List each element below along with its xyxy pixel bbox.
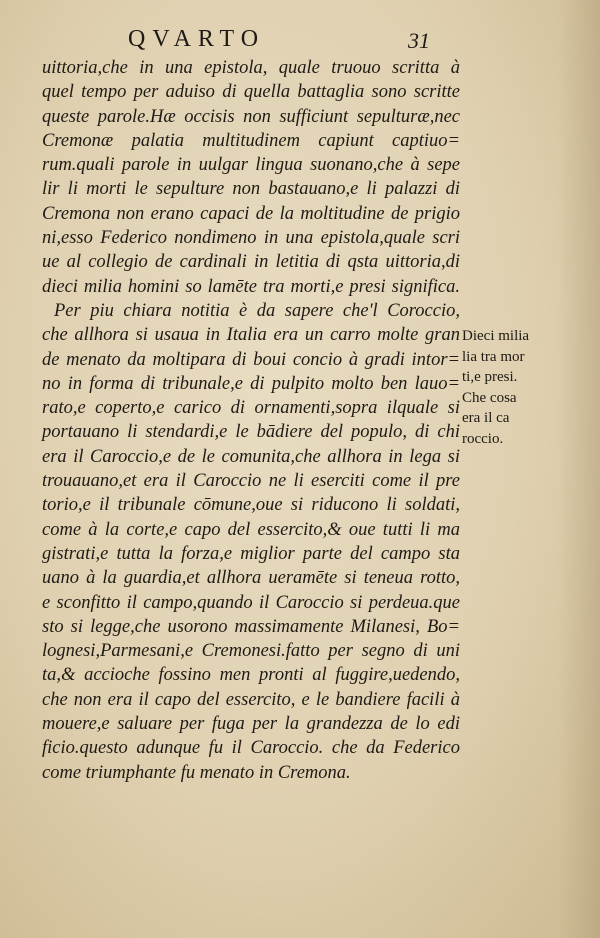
main-text-block bbox=[42, 56, 460, 785]
marginal-note-line: ti,e presi. bbox=[462, 369, 518, 385]
text-line: no in forma di tribunale,e di pulpito molto ben lauo= bbox=[42, 373, 460, 394]
text-line: trouauano,et era il Caroccio ne li eserciti come il pre bbox=[42, 471, 460, 492]
text-line: mouere,e saluare per fuga per la grandezza de lo edi bbox=[42, 714, 460, 735]
marginal-note bbox=[462, 326, 566, 449]
text-line-final: come triumphante fu menato in Cremona. bbox=[42, 762, 351, 783]
text-line: e sconfitto il campo,quando il Caroccio si perdeua.que bbox=[42, 592, 460, 613]
running-head: QVARTO bbox=[128, 26, 266, 52]
page-header bbox=[0, 26, 600, 56]
text-line: portauano li stendardi,e le bādiere del populo, di chi bbox=[42, 422, 460, 443]
text-line: ta,& accioche fossino men pronti al fuggire,uedendo, bbox=[42, 665, 460, 686]
marginal-note-line: era il ca bbox=[462, 410, 510, 426]
text-line: rum.quali parole in uulgar lingua suonano,che à sepe bbox=[42, 155, 460, 176]
marginal-note-line: Che cosa bbox=[462, 389, 517, 406]
text-line: che non era il capo del essercito, e le bandiere facili à bbox=[42, 689, 460, 710]
text-line: queste parole.Hæ occisis non sufficiunt sepulturæ,nec bbox=[42, 106, 460, 127]
text-line: quel tempo per aduiso di quella battaglia sono scritte bbox=[42, 82, 460, 103]
text-line: che allhora si usaua in Italia era un carro molte gran bbox=[42, 325, 460, 346]
paragraph-start-line: Per piu chiara notitia è da sapere che'l Coroccio, bbox=[54, 300, 460, 321]
text-line: sto si legge,che usorono massimamente Milanesi, Bo= bbox=[42, 616, 460, 637]
marginal-note-line: Dieci milia bbox=[462, 328, 530, 344]
text-line: Cremona non erano capaci de la moltitudine de prigio bbox=[42, 203, 460, 224]
text-line: uano à la guardia,et allhora ueramēte si teneua rotto, bbox=[42, 568, 460, 589]
text-line: era il Caroccio,e de le comunita,che allhora in lega si bbox=[42, 446, 460, 467]
text-line: Cremonæ palatia multitudinem capiunt captiuo= bbox=[42, 130, 460, 151]
text-line: uittoria,che in una epistola, quale truouo scritta à bbox=[42, 58, 460, 78]
text-line: ficio.questo adunque fu il Caroccio. che da Federico bbox=[42, 738, 460, 759]
text-line: ue al collegio de cardinali in letitia di qsta uittoria,di bbox=[42, 252, 460, 273]
text-line: dieci milia homini so lamēte tra morti,e presi significa. bbox=[42, 276, 460, 297]
text-line: lir li morti le sepulture non bastauano,e li palazzi di bbox=[42, 179, 460, 200]
text-line: rato,e coperto,e carico di ornamenti,sopra ilquale si bbox=[42, 398, 460, 419]
text-line: ni,esso Federico nondimeno in una epistola,quale scri bbox=[42, 228, 460, 249]
text-line: torio,e il tribunale cōmune,oue si riducono li soldati, bbox=[42, 495, 460, 516]
text-line: lognesi,Parmesani,e Cremonesi.fatto per segno di uni bbox=[42, 641, 460, 662]
text-line: de menato da moltipara di boui concio à gradi intor= bbox=[42, 349, 460, 370]
page-edge-shadow bbox=[558, 0, 600, 938]
marginal-note-line: lia tra mor bbox=[462, 348, 525, 365]
page-number: 31 bbox=[408, 28, 430, 53]
text-line: gistrati,e tutta la forza,e miglior parte del campo sta bbox=[42, 543, 460, 564]
text-line: come à la corte,e capo del essercito,& oue tutti li ma bbox=[42, 519, 460, 540]
marginal-note-line: roccio. bbox=[462, 430, 504, 447]
